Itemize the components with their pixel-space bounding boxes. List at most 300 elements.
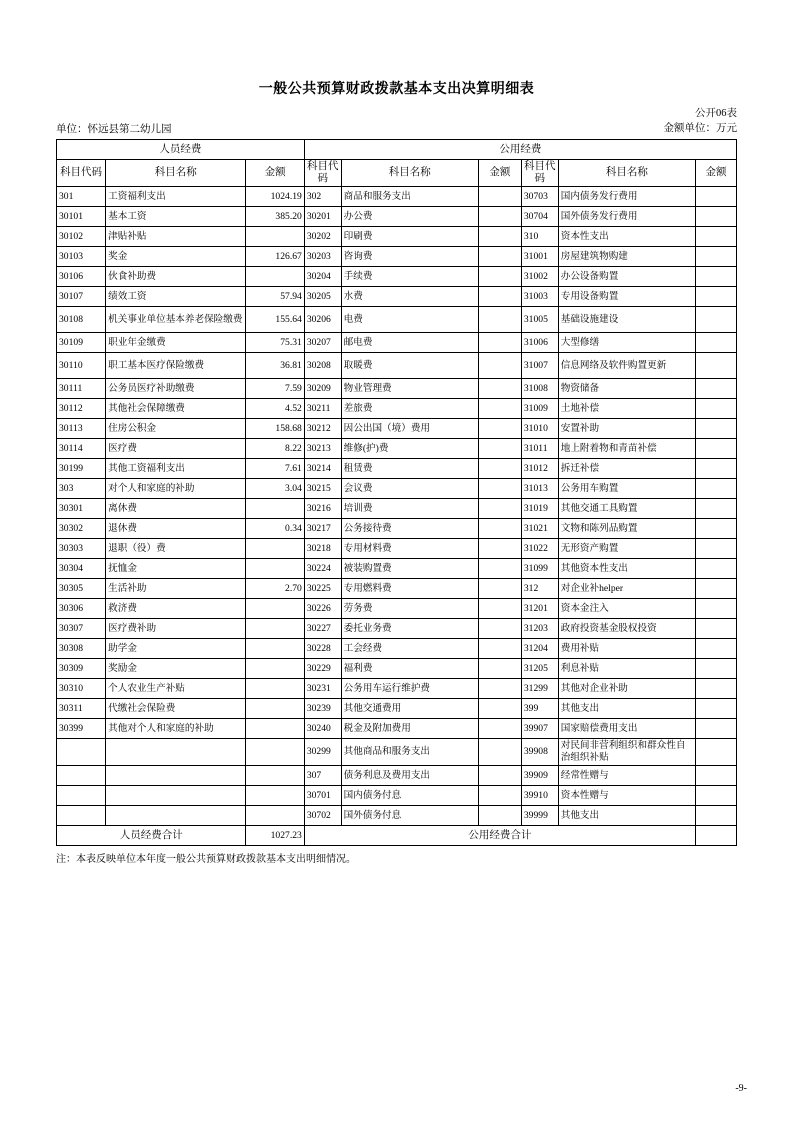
cell-amount-1: 385.20 xyxy=(246,207,304,227)
cell-name-3: 其他资本性支出 xyxy=(558,559,695,579)
cell-amount-3 xyxy=(695,207,736,227)
cell-code-2: 30208 xyxy=(304,353,341,379)
public-total-label: 公用经费合计 xyxy=(304,826,695,846)
cell-amount-1: 7.59 xyxy=(246,379,304,399)
cell-code-3: 30704 xyxy=(521,207,558,227)
cell-amount-3 xyxy=(695,479,736,499)
cell-name-1 xyxy=(106,739,246,766)
table-row xyxy=(57,659,737,679)
cell-code-2: 30702 xyxy=(304,806,341,826)
cell-amount-2 xyxy=(478,333,521,353)
cell-code-3: 31299 xyxy=(521,679,558,699)
cell-code-1: 30304 xyxy=(57,559,106,579)
cell-name-1: 奖励金 xyxy=(106,659,246,679)
cell-name-2: 税金及附加费用 xyxy=(341,719,478,739)
cell-name-1: 离休费 xyxy=(106,499,246,519)
cell-code-2: 30207 xyxy=(304,333,341,353)
cell-code-2: 30214 xyxy=(304,459,341,479)
cell-amount-1 xyxy=(246,806,304,826)
table-row xyxy=(57,739,737,766)
cell-code-2: 30215 xyxy=(304,479,341,499)
cell-amount-2 xyxy=(478,227,521,247)
cell-amount-3 xyxy=(695,439,736,459)
cell-name-2: 其他交通费用 xyxy=(341,699,478,719)
cell-name-1: 医疗费补助 xyxy=(106,619,246,639)
cell-code-1: 30108 xyxy=(57,307,106,333)
cell-code-2: 307 xyxy=(304,766,341,786)
form-code: 公开06表 xyxy=(695,108,737,119)
cell-amount-2 xyxy=(478,247,521,267)
cell-code-1: 30305 xyxy=(57,579,106,599)
cell-amount-3 xyxy=(695,619,736,639)
footnote: 注：本表反映单位本年度一般公共预算财政拨款基本支出明细情况。 xyxy=(56,854,356,865)
cell-name-1: 基本工资 xyxy=(106,207,246,227)
cell-name-1: 工资福利支出 xyxy=(106,187,246,207)
cell-name-1: 伙食补助费 xyxy=(106,267,246,287)
cell-code-2: 30224 xyxy=(304,559,341,579)
cell-code-1: 30310 xyxy=(57,679,106,699)
cell-name-1: 救济费 xyxy=(106,599,246,619)
cell-code-2: 30216 xyxy=(304,499,341,519)
cell-name-1: 住房公积金 xyxy=(106,419,246,439)
cell-code-3: 31009 xyxy=(521,399,558,419)
cell-code-1: 30110 xyxy=(57,353,106,379)
col-amount-2: 金额 xyxy=(478,160,521,187)
cell-name-3: 其他支出 xyxy=(558,699,695,719)
col-code-1: 科目代码 xyxy=(57,160,106,187)
cell-code-2: 30240 xyxy=(304,719,341,739)
cell-code-3: 31003 xyxy=(521,287,558,307)
cell-amount-3 xyxy=(695,739,736,766)
cell-amount-2 xyxy=(478,399,521,419)
cell-code-2: 30227 xyxy=(304,619,341,639)
table-row xyxy=(57,307,737,333)
cell-amount-3 xyxy=(695,639,736,659)
cell-amount-1 xyxy=(246,659,304,679)
cell-amount-2 xyxy=(478,679,521,699)
cell-code-2: 30204 xyxy=(304,267,341,287)
cell-name-1: 其他社会保障缴费 xyxy=(106,399,246,419)
col-name-1: 科目名称 xyxy=(106,160,246,187)
cell-code-3: 31002 xyxy=(521,267,558,287)
cell-name-2: 租赁费 xyxy=(341,459,478,479)
cell-amount-3 xyxy=(695,379,736,399)
cell-code-2: 30229 xyxy=(304,659,341,679)
cell-name-3: 基础设施建设 xyxy=(558,307,695,333)
cell-amount-3 xyxy=(695,307,736,333)
cell-name-2: 印刷费 xyxy=(341,227,478,247)
cell-amount-3 xyxy=(695,519,736,539)
cell-amount-1 xyxy=(246,599,304,619)
cell-name-3: 经常性赠与 xyxy=(558,766,695,786)
table-row xyxy=(57,559,737,579)
cell-amount-2 xyxy=(478,307,521,333)
cell-amount-1 xyxy=(246,766,304,786)
table-row xyxy=(57,207,737,227)
cell-code-1: 30101 xyxy=(57,207,106,227)
cell-amount-1: 126.67 xyxy=(246,247,304,267)
cell-name-3: 资本金注入 xyxy=(558,599,695,619)
cell-code-3: 31203 xyxy=(521,619,558,639)
cell-amount-1: 3.04 xyxy=(246,479,304,499)
cell-code-1: 30301 xyxy=(57,499,106,519)
cell-code-3: 31099 xyxy=(521,559,558,579)
cell-amount-2 xyxy=(478,479,521,499)
cell-code-2: 30209 xyxy=(304,379,341,399)
cell-name-3: 费用补贴 xyxy=(558,639,695,659)
cell-code-2: 30206 xyxy=(304,307,341,333)
cell-amount-2 xyxy=(478,806,521,826)
cell-amount-2 xyxy=(478,639,521,659)
cell-name-2: 咨询费 xyxy=(341,247,478,267)
cell-amount-3 xyxy=(695,267,736,287)
cell-amount-3 xyxy=(695,333,736,353)
cell-code-3: 31205 xyxy=(521,659,558,679)
cell-code-1: 30308 xyxy=(57,639,106,659)
cell-name-2: 差旅费 xyxy=(341,399,478,419)
cell-name-1: 退职（役）费 xyxy=(106,539,246,559)
cell-name-3: 办公设备购置 xyxy=(558,267,695,287)
cell-name-2: 委托业务费 xyxy=(341,619,478,639)
cell-amount-1 xyxy=(246,539,304,559)
cell-code-2: 30225 xyxy=(304,579,341,599)
cell-name-3: 国家赔偿费用支出 xyxy=(558,719,695,739)
cell-amount-2 xyxy=(478,659,521,679)
cell-code-1: 30111 xyxy=(57,379,106,399)
cell-amount-3 xyxy=(695,247,736,267)
cell-code-1: 303 xyxy=(57,479,106,499)
cell-name-3: 其他对企业补助 xyxy=(558,679,695,699)
cell-amount-3 xyxy=(695,419,736,439)
cell-name-1: 津贴补贴 xyxy=(106,227,246,247)
table-column-header-row xyxy=(57,160,737,187)
cell-code-1: 30109 xyxy=(57,333,106,353)
table-row xyxy=(57,459,737,479)
cell-name-3: 政府投资基金股权投资 xyxy=(558,619,695,639)
cell-amount-3 xyxy=(695,459,736,479)
cell-code-3: 31010 xyxy=(521,419,558,439)
cell-amount-2 xyxy=(478,267,521,287)
cell-amount-3 xyxy=(695,679,736,699)
table-row xyxy=(57,187,737,207)
cell-name-3: 资本性赠与 xyxy=(558,786,695,806)
group-header-personnel: 人员经费 xyxy=(57,140,305,160)
cell-name-1: 职工基本医疗保险缴费 xyxy=(106,353,246,379)
cell-amount-1 xyxy=(246,559,304,579)
cell-code-1: 30303 xyxy=(57,539,106,559)
cell-amount-1 xyxy=(246,499,304,519)
cell-code-3: 310 xyxy=(521,227,558,247)
cell-code-2: 30201 xyxy=(304,207,341,227)
cell-amount-2 xyxy=(478,786,521,806)
cell-code-3: 31201 xyxy=(521,599,558,619)
cell-amount-2 xyxy=(478,539,521,559)
cell-name-3: 公务用车购置 xyxy=(558,479,695,499)
cell-amount-1 xyxy=(246,786,304,806)
cell-amount-3 xyxy=(695,559,736,579)
cell-code-3: 31001 xyxy=(521,247,558,267)
cell-amount-3 xyxy=(695,806,736,826)
cell-name-1: 助学金 xyxy=(106,639,246,659)
cell-name-1: 公务员医疗补助缴费 xyxy=(106,379,246,399)
cell-amount-3 xyxy=(695,699,736,719)
table-total-row xyxy=(57,826,737,846)
group-header-public: 公用经费 xyxy=(304,140,736,160)
cell-name-3: 土地补偿 xyxy=(558,399,695,419)
cell-name-2: 商品和服务支出 xyxy=(341,187,478,207)
cell-code-3: 31204 xyxy=(521,639,558,659)
cell-amount-1: 8.22 xyxy=(246,439,304,459)
cell-amount-3 xyxy=(695,287,736,307)
cell-amount-2 xyxy=(478,599,521,619)
table-row xyxy=(57,479,737,499)
cell-name-3: 国外债务发行费用 xyxy=(558,207,695,227)
personnel-total-label: 人员经费合计 xyxy=(57,826,246,846)
cell-code-1: 30307 xyxy=(57,619,106,639)
cell-amount-3 xyxy=(695,786,736,806)
cell-name-3: 其他交通工具购置 xyxy=(558,499,695,519)
cell-name-3: 其他支出 xyxy=(558,806,695,826)
col-code-3: 科目代码 xyxy=(521,160,558,187)
cell-name-2: 劳务费 xyxy=(341,599,478,619)
cell-name-1: 机关事业单位基本养老保险缴费 xyxy=(106,307,246,333)
table-row xyxy=(57,439,737,459)
table-row xyxy=(57,786,737,806)
cell-amount-2 xyxy=(478,379,521,399)
unit-label: 单位：怀远县第二幼儿园 xyxy=(56,124,172,135)
cell-code-1: 30102 xyxy=(57,227,106,247)
cell-name-1: 其他工资福利支出 xyxy=(106,459,246,479)
cell-amount-3 xyxy=(695,353,736,379)
cell-amount-2 xyxy=(478,499,521,519)
cell-amount-3 xyxy=(695,227,736,247)
cell-code-1 xyxy=(57,739,106,766)
table-row xyxy=(57,679,737,699)
cell-name-2: 培训费 xyxy=(341,499,478,519)
cell-code-1 xyxy=(57,786,106,806)
table-row xyxy=(57,539,737,559)
cell-code-1: 30399 xyxy=(57,719,106,739)
amount-unit: 金额单位：万元 xyxy=(663,123,737,134)
cell-amount-1 xyxy=(246,699,304,719)
cell-amount-3 xyxy=(695,399,736,419)
cell-amount-3 xyxy=(695,599,736,619)
cell-code-3: 39908 xyxy=(521,739,558,766)
table-row xyxy=(57,399,737,419)
cell-amount-1 xyxy=(246,227,304,247)
cell-amount-3 xyxy=(695,539,736,559)
cell-name-1: 职业年金缴费 xyxy=(106,333,246,353)
budget-table xyxy=(56,139,737,846)
cell-name-3: 利息补贴 xyxy=(558,659,695,679)
cell-name-2: 公务接待费 xyxy=(341,519,478,539)
cell-name-1: 生活补助 xyxy=(106,579,246,599)
cell-name-2: 维修(护)费 xyxy=(341,439,478,459)
cell-code-1: 30309 xyxy=(57,659,106,679)
cell-code-2: 30299 xyxy=(304,739,341,766)
cell-name-1: 绩效工资 xyxy=(106,287,246,307)
cell-code-1: 30113 xyxy=(57,419,106,439)
cell-amount-2 xyxy=(478,439,521,459)
cell-name-2: 水费 xyxy=(341,287,478,307)
cell-code-3: 31005 xyxy=(521,307,558,333)
cell-amount-2 xyxy=(478,766,521,786)
cell-name-3: 信息网络及软件购置更新 xyxy=(558,353,695,379)
cell-amount-1 xyxy=(246,719,304,739)
cell-code-2: 30701 xyxy=(304,786,341,806)
table-row xyxy=(57,599,737,619)
col-name-2: 科目名称 xyxy=(341,160,478,187)
table-row xyxy=(57,499,737,519)
cell-code-2: 30239 xyxy=(304,699,341,719)
cell-code-1: 30114 xyxy=(57,439,106,459)
cell-code-1: 30106 xyxy=(57,267,106,287)
cell-amount-3 xyxy=(695,766,736,786)
cell-name-2: 手续费 xyxy=(341,267,478,287)
cell-name-1: 代缴社会保险费 xyxy=(106,699,246,719)
col-amount-1: 金额 xyxy=(246,160,304,187)
cell-name-3: 房屋建筑物购建 xyxy=(558,247,695,267)
cell-name-2: 国外债务付息 xyxy=(341,806,478,826)
cell-name-2: 工会经费 xyxy=(341,639,478,659)
cell-amount-2 xyxy=(478,419,521,439)
cell-amount-1 xyxy=(246,639,304,659)
cell-name-1: 医疗费 xyxy=(106,439,246,459)
cell-name-2: 邮电费 xyxy=(341,333,478,353)
cell-code-2: 30203 xyxy=(304,247,341,267)
cell-code-1 xyxy=(57,766,106,786)
header-meta-left-row xyxy=(56,121,737,136)
table-row xyxy=(57,227,737,247)
cell-name-2: 国内债务付息 xyxy=(341,786,478,806)
cell-code-3: 312 xyxy=(521,579,558,599)
cell-code-1: 30311 xyxy=(57,699,106,719)
cell-code-3: 31012 xyxy=(521,459,558,479)
cell-code-3: 39907 xyxy=(521,719,558,739)
cell-code-1: 30302 xyxy=(57,519,106,539)
table-row xyxy=(57,287,737,307)
cell-amount-1 xyxy=(246,267,304,287)
cell-code-1: 30112 xyxy=(57,399,106,419)
cell-amount-1: 155.64 xyxy=(246,307,304,333)
cell-code-1 xyxy=(57,806,106,826)
cell-name-2: 债务利息及费用支出 xyxy=(341,766,478,786)
cell-code-3: 31008 xyxy=(521,379,558,399)
cell-name-1: 退休费 xyxy=(106,519,246,539)
cell-amount-2 xyxy=(478,619,521,639)
cell-amount-1: 4.52 xyxy=(246,399,304,419)
cell-name-1: 其他对个人和家庭的补助 xyxy=(106,719,246,739)
cell-name-3: 物资储备 xyxy=(558,379,695,399)
cell-code-1: 30103 xyxy=(57,247,106,267)
cell-amount-1 xyxy=(246,619,304,639)
cell-code-3: 39909 xyxy=(521,766,558,786)
cell-code-2: 30211 xyxy=(304,399,341,419)
table-row xyxy=(57,619,737,639)
cell-code-3: 31007 xyxy=(521,353,558,379)
cell-name-3: 对企业补helper xyxy=(558,579,695,599)
cell-name-2: 被装购置费 xyxy=(341,559,478,579)
table-row xyxy=(57,639,737,659)
cell-amount-3 xyxy=(695,499,736,519)
cell-code-2: 302 xyxy=(304,187,341,207)
cell-name-2: 其他商品和服务支出 xyxy=(341,739,478,766)
cell-name-2: 公务用车运行维护费 xyxy=(341,679,478,699)
cell-name-3: 专用设备购置 xyxy=(558,287,695,307)
table-row xyxy=(57,333,737,353)
cell-name-2: 因公出国（境）费用 xyxy=(341,419,478,439)
table-row xyxy=(57,719,737,739)
cell-name-3: 安置补助 xyxy=(558,419,695,439)
cell-amount-1 xyxy=(246,739,304,766)
cell-name-1: 抚恤金 xyxy=(106,559,246,579)
cell-amount-1: 7.61 xyxy=(246,459,304,479)
cell-amount-3 xyxy=(695,719,736,739)
table-row xyxy=(57,579,737,599)
cell-amount-1 xyxy=(246,679,304,699)
cell-code-3: 31011 xyxy=(521,439,558,459)
cell-amount-1: 1024.19 xyxy=(246,187,304,207)
cell-code-2: 30213 xyxy=(304,439,341,459)
public-total-value xyxy=(695,826,736,846)
cell-code-2: 30217 xyxy=(304,519,341,539)
cell-amount-2 xyxy=(478,287,521,307)
cell-amount-1: 75.31 xyxy=(246,333,304,353)
cell-name-2: 取暖费 xyxy=(341,353,478,379)
cell-amount-2 xyxy=(478,459,521,479)
cell-amount-3 xyxy=(695,579,736,599)
cell-name-1: 奖金 xyxy=(106,247,246,267)
cell-amount-1: 0.34 xyxy=(246,519,304,539)
cell-code-1: 30306 xyxy=(57,599,106,619)
cell-amount-2 xyxy=(478,187,521,207)
cell-code-2: 30226 xyxy=(304,599,341,619)
cell-amount-2 xyxy=(478,519,521,539)
cell-code-3: 31021 xyxy=(521,519,558,539)
table-row xyxy=(57,379,737,399)
cell-amount-3 xyxy=(695,659,736,679)
table-row xyxy=(57,267,737,287)
table-row xyxy=(57,766,737,786)
cell-code-2: 30231 xyxy=(304,679,341,699)
cell-name-1: 对个人和家庭的补助 xyxy=(106,479,246,499)
cell-amount-2 xyxy=(478,719,521,739)
col-amount-3: 金额 xyxy=(695,160,736,187)
cell-name-2: 物业管理费 xyxy=(341,379,478,399)
table-row xyxy=(57,419,737,439)
cell-name-3: 资本性支出 xyxy=(558,227,695,247)
cell-code-1: 301 xyxy=(57,187,106,207)
cell-name-3: 文物和陈列品购置 xyxy=(558,519,695,539)
cell-amount-2 xyxy=(478,559,521,579)
cell-code-1: 30199 xyxy=(57,459,106,479)
cell-code-3: 31013 xyxy=(521,479,558,499)
page-title: 一般公共预算财政拨款基本支出决算明细表 xyxy=(258,82,535,97)
cell-name-2: 电费 xyxy=(341,307,478,333)
cell-amount-2 xyxy=(478,353,521,379)
cell-name-3: 拆迁补偿 xyxy=(558,459,695,479)
cell-code-2: 30218 xyxy=(304,539,341,559)
cell-name-3: 大型修缮 xyxy=(558,333,695,353)
table-row xyxy=(57,247,737,267)
col-code-2: 科目代码 xyxy=(304,160,341,187)
cell-code-2: 30202 xyxy=(304,227,341,247)
cell-name-3: 国内债务发行费用 xyxy=(558,187,695,207)
cell-amount-1: 2.70 xyxy=(246,579,304,599)
cell-name-3: 对民间非营利组织和群众性自治组织补贴 xyxy=(558,739,695,766)
table-row xyxy=(57,806,737,826)
cell-code-2: 30228 xyxy=(304,639,341,659)
